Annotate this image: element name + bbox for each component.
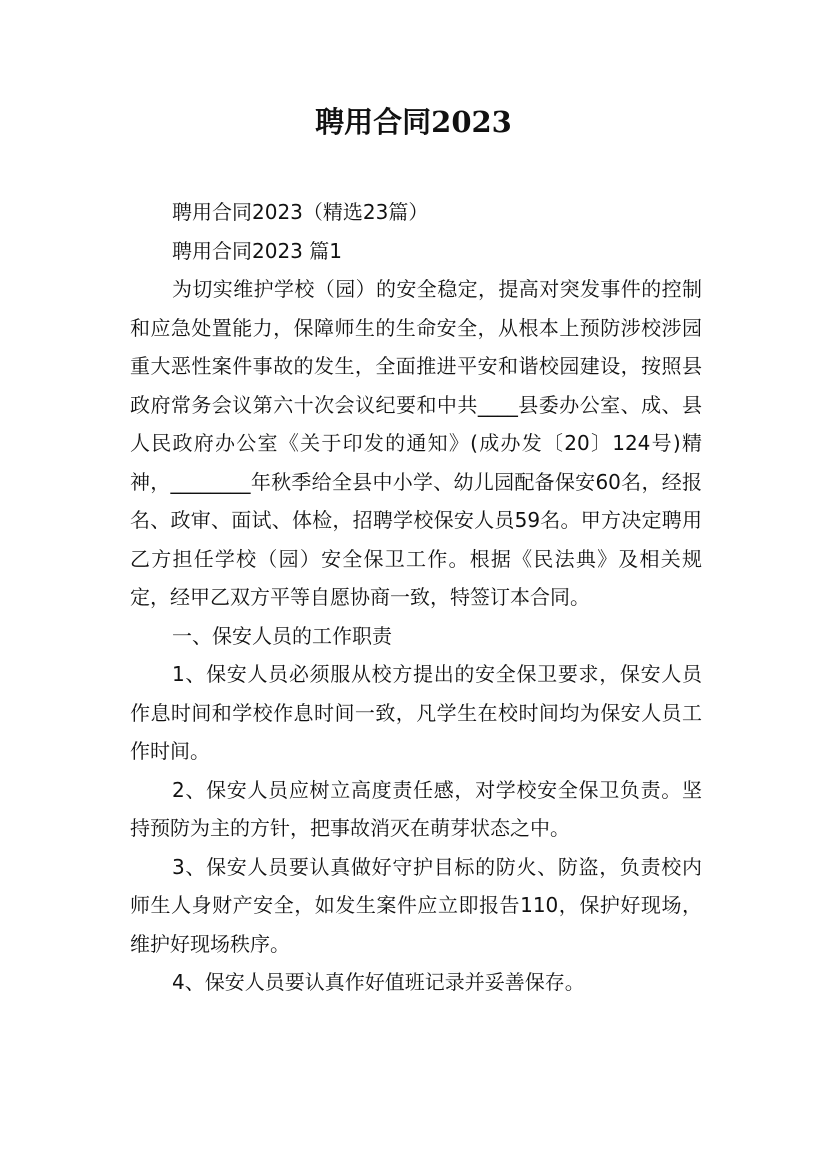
paragraph-duties-heading: 一、保安人员的工作职责 <box>172 623 392 648</box>
paragraph-section-heading: 聘用合同2023 篇1 <box>172 238 342 263</box>
paragraph-duty-1: 1、保安人员必须服从校方提出的安全保卫要求，保安人员作息时间和学校作息时间一致，凡学生在校时间均为保安人员工作时间。 <box>130 662 702 763</box>
document-body <box>130 193 702 1002</box>
paragraph-duty-4: 4、保安人员要认真作好值班记录并妥善保存。 <box>172 970 585 994</box>
paragraph-preamble: 为切实维护学校（园）的安全稳定，提高对突发事件的控制和应急处置能力，保障师生的生命安全，从根本上预防涉校涉园重大恶性案件事故的发生，全面推进平安和谐校园建设，按照县政府常务会议第六十次会议纪要和中共____县委办公室、成、县人民政府办公室《关于印发的通知》(成办发〔20〕124号)精神，________年秋季给全县中小学、幼儿园配备保安60名，经报名、政审、面试、体检，招聘学校保安人员59名。甲方决定聘用乙方担任学校（园）安全保卫工作。根据《民法典》及相关规定，经甲乙双方平等自愿协商一致，特签订本合同。 <box>130 277 702 609</box>
paragraph-subtitle: 聘用合同2023（精选23篇） <box>172 200 429 224</box>
document-title: 聘用合同2023 <box>315 105 512 139</box>
paragraph-duty-2: 2、保安人员应树立高度责任感，对学校安全保卫负责。坚持预防为主的方针，把事故消灭在萌芽状态之中。 <box>130 777 702 840</box>
paragraph-duty-3: 3、保安人员要认真做好守护目标的防火、防盗，负责校内师生人身财产安全，如发生案件应立即报告110，保护好现场，维护好现场秩序。 <box>130 854 702 956</box>
